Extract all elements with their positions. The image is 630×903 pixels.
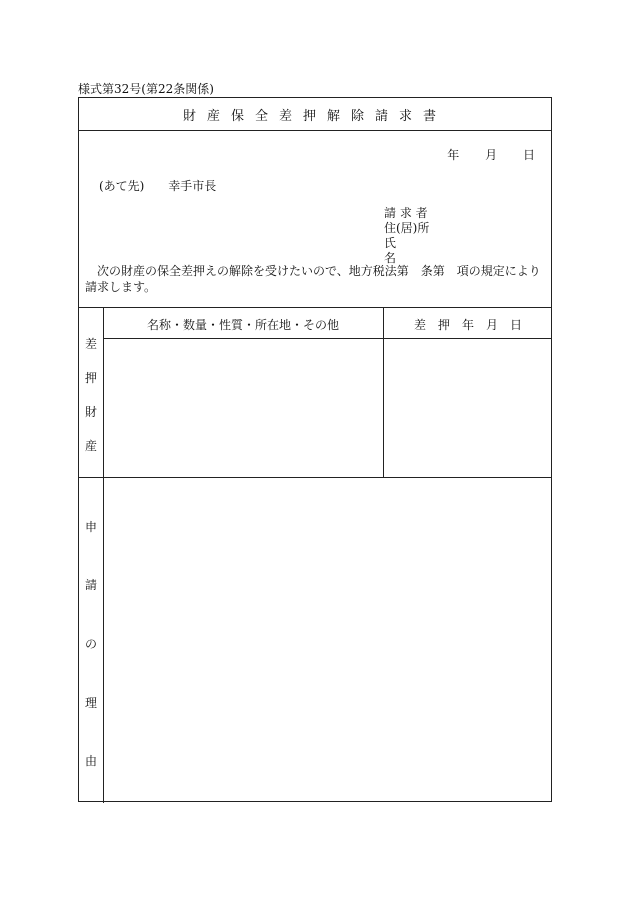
property-date-field[interactable] xyxy=(384,339,552,477)
requester-header: 請 求 者 xyxy=(384,206,438,221)
date-day: 日 xyxy=(522,148,535,162)
date-month: 月 xyxy=(485,148,498,162)
title-divider xyxy=(79,130,551,131)
addressee-name: 幸手市長 xyxy=(168,179,217,193)
addressee-label: (あて先) xyxy=(99,179,145,193)
form-frame xyxy=(78,97,552,802)
property-section-top xyxy=(79,307,551,308)
reason-side-char-4: 理 xyxy=(84,696,97,710)
reason-field[interactable] xyxy=(104,478,552,802)
requester-name: 氏 名 xyxy=(384,236,438,266)
property-side-char-2: 押 xyxy=(84,371,97,385)
statement-text: 次の財産の保全差押えの解除を受けたいので、地方税法第 条第 項の規定により請求します。 xyxy=(85,264,541,294)
property-col-description: 名称・数量・性質・所在地・その他 xyxy=(146,318,339,332)
property-side-char-4: 産 xyxy=(84,439,97,453)
property-col-date: 差 押 年 月 日 xyxy=(413,318,522,332)
date-year: 年 xyxy=(447,148,460,162)
requester-name-field[interactable] xyxy=(430,236,438,266)
addressee xyxy=(99,177,216,194)
form-title: 財産保全差押解除請求書 xyxy=(182,109,447,124)
requester-address-field[interactable] xyxy=(430,221,438,236)
reason-side-char-3: の xyxy=(84,637,97,651)
property-side-char-3: 財 xyxy=(84,405,97,419)
reason-side-char-2: 請 xyxy=(84,578,97,592)
property-description-field[interactable] xyxy=(104,339,383,477)
reason-side-char-1: 申 xyxy=(84,520,97,534)
date-row xyxy=(425,146,535,163)
reason-side-char-5: 由 xyxy=(84,754,97,768)
form-number: 様式第32号(第22条関係) xyxy=(78,82,214,96)
requester-address: 住(居)所 xyxy=(384,221,438,236)
requester-block xyxy=(384,206,438,266)
property-side-char-1: 差 xyxy=(84,337,97,351)
requester-header-field[interactable] xyxy=(430,206,438,221)
